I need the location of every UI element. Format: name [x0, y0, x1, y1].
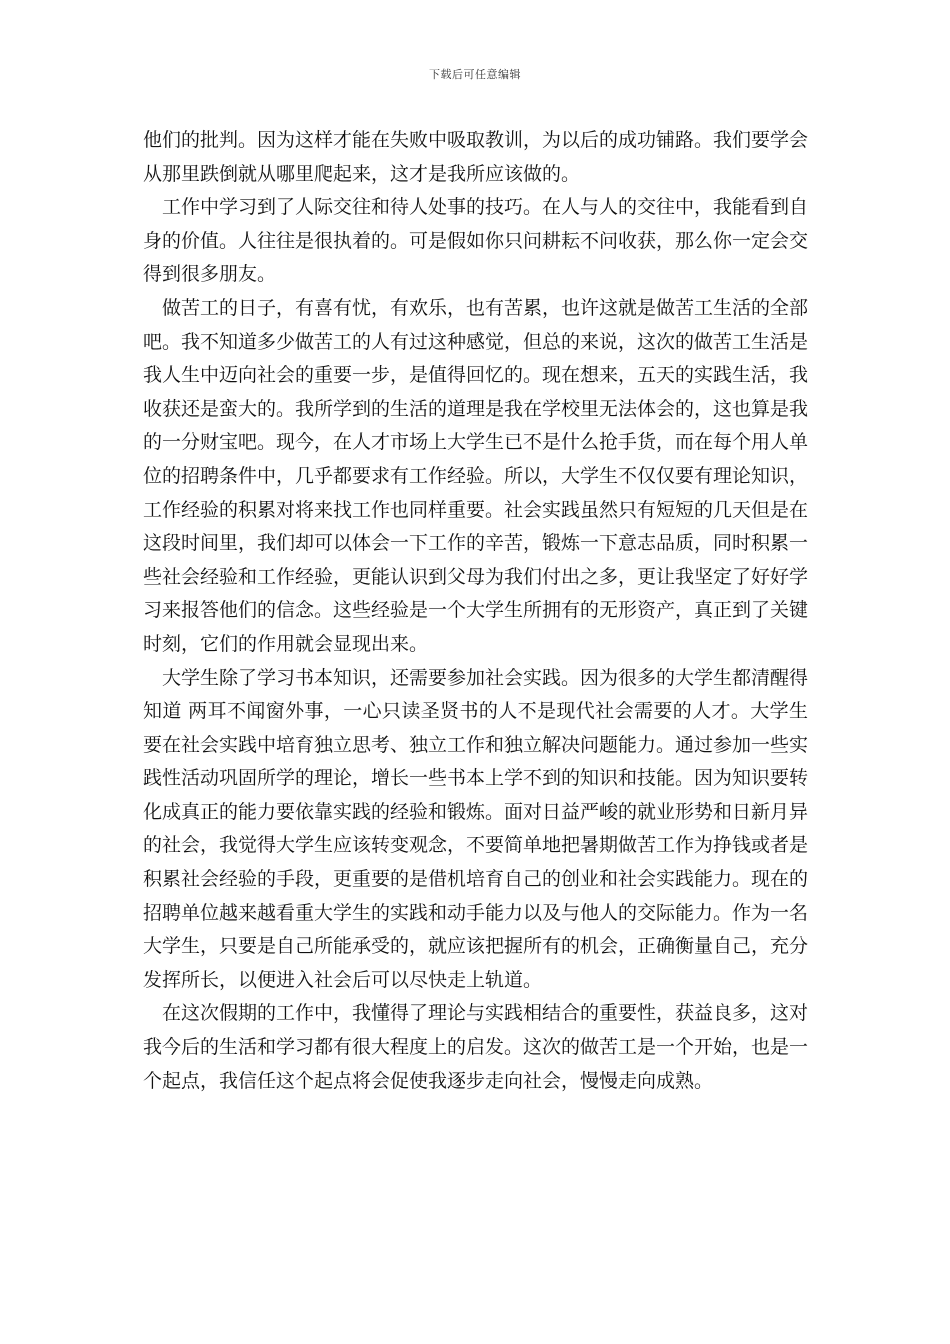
page-header: 下载后可任意编辑 [429, 68, 521, 81]
paragraph-5: 在这次假期的工作中，我懂得了理论与实践相结合的重要性，获益良多，这对我今后的生活和学习都有很大程度上的启发。这次的做苦工是一个开始，也是一个起点，我信任这个起点将会促使我逐步走向社会，慢慢走向成熟。 [143, 1002, 809, 1092]
paragraph-2: 工作中学习到了人际交往和待人处事的技巧。在人与人的交往中，我能看到自身的价值。人往往是很执着的。可是假如你只问耕耘不问收获，那么你一定会交得到很多朋友。 [143, 196, 809, 286]
paragraph-4: 大学生除了学习书本知识，还需要参加社会实践。因为很多的大学生都清醒得知道 两耳不闻窗外事，一心只读圣贤书的人不是现代社会需要的人才。大学生要在社会实践中培育独立思考、独立工作和独立解决问题能力。通过参加一些实践性活动巩固所学的理论，增长一些书本上学不到的知识和技能。因为知识要转化成真正的能力要依靠实践的经验和锻炼。面对日益严峻的就业形势和日新月异的社会，我觉得大学生应该转变观念，不要简单地把暑期做苦工作为挣钱或者是积累社会经验的手段，更重要的是借机培育自己的创业和社会实践能力。现在的招聘单位越来越看重大学生的实践和动手能力以及与他人的交际能力。作为一名大学生，只要是自己所能承受的，就应该把握所有的机会，正确衡量自己，充分发挥所长，以便进入社会后可以尽快走上轨道。 [143, 666, 809, 991]
document-body [143, 124, 808, 1098]
paragraph-3: 做苦工的日子，有喜有忧，有欢乐，也有苦累，也许这就是做苦工生活的全部吧。我不知道多少做苦工的人有过这种感觉，但总的来说，这次的做苦工生活是我人生中迈向社会的重要一步，是值得回忆的。现在想来，五天的实践生活，我收获还是蛮大的。我所学到的生活的道理是我在学校里无法体会的，这也算是我的一分财宝吧。现今，在人才市场上大学生已不是什么抢手货，而在每个用人单位的招聘条件中，几乎都要求有工作经验。所以，大学生不仅仅要有理论知识，工作经验的积累对将来找工作也同样重要。社会实践虽然只有短短的几天但是在这段时间里，我们却可以体会一下工作的辛苦，锻炼一下意志品质，同时积累一些社会经验和工作经验，更能认识到父母为我们付出之多，更让我坚定了好好学习来报答他们的信念。这些经验是一个大学生所拥有的无形资产，真正到了关键时刻，它们的作用就会显现出来。 [143, 296, 809, 655]
paragraph-1: 他们的批判。因为这样才能在失败中吸取教训，为以后的成功铺路。我们要学会从那里跌倒就从哪里爬起来，这才是我所应该做的。 [143, 129, 809, 185]
